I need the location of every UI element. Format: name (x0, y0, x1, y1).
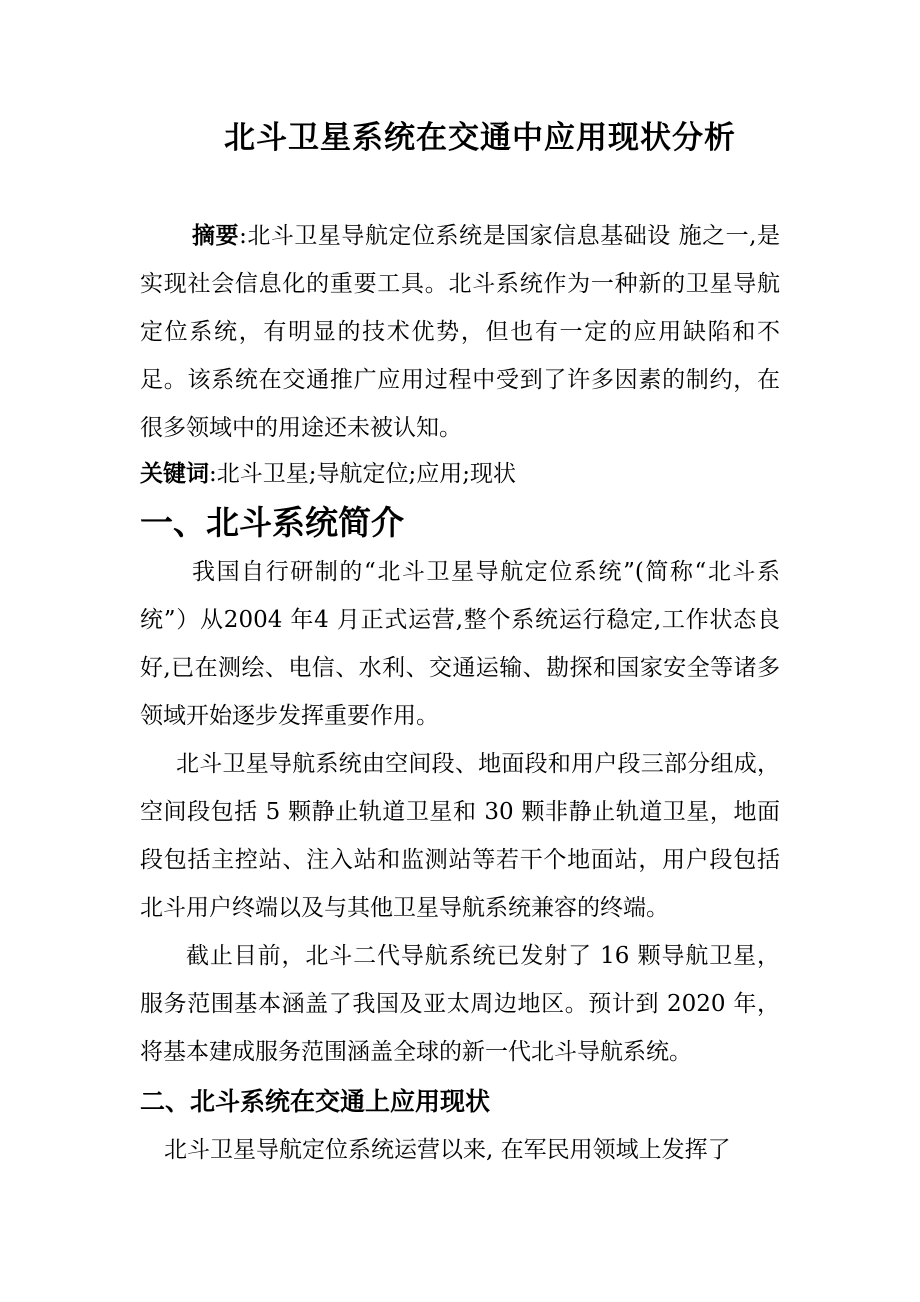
section2-heading: 二、北斗系统在交通上应用现状 (140, 1087, 491, 1116)
keywords-paragraph (140, 450, 780, 498)
abstract-paragraph (140, 212, 780, 452)
keywords-label: 关键词 (140, 461, 209, 487)
abstract-label: 摘要 (192, 223, 240, 249)
document-title: 北斗卫星系统在交通中应用现状分析 (224, 120, 736, 156)
section1-paragraph-2: 北斗卫星导航系统由空间段、地面段和用户段三部分组成，空间段包括 5 颗静止轨道卫星和 30 颗非静止轨道卫星，地面段包括主控站、注入站和监测站等若干个地面站，用户段包括北斗用户终端以及与其他卫星导航系统兼容的终端。 (140, 751, 780, 921)
section1-paragraph-1: 我国自行研制的“北斗卫星导航定位系统”(简称“北斗系统”）从2004 年4 月正式运营,整个系统运行稳定,工作状态良好,已在测绘、电信、水利、交通运输、勘探和国家安全等诸多领域开始逐步发挥重要作用。 (140, 559, 780, 729)
section2-paragraph-1: 北斗卫星导航定位系统运营以来, 在军民用领域上发挥了 (164, 1137, 731, 1163)
abstract-text: :北斗卫星导航定位系统是国家信息基础设 施之一,是实现社会信息化的重要工具。北斗系统作为一种新的卫星导航定位系统，有明显的技术优势，但也有一定的应用缺陷和不足。该系统在交通推广应用过程中受到了许多因素的制约，在很多领域中的用途还未被认知。 (140, 223, 781, 441)
section1-heading: 一、北斗系统简介 (140, 503, 404, 542)
keywords-text: :北斗卫星;导航定位;应用;现状 (209, 461, 516, 487)
section1-paragraph-3: 截止目前，北斗二代导航系统已发射了 16 颗导航卫星，服务范围基本涵盖了我国及亚太周边地区。预计到 2020 年，将基本建成服务范围涵盖全球的新一代北斗导航系统。 (140, 943, 780, 1065)
